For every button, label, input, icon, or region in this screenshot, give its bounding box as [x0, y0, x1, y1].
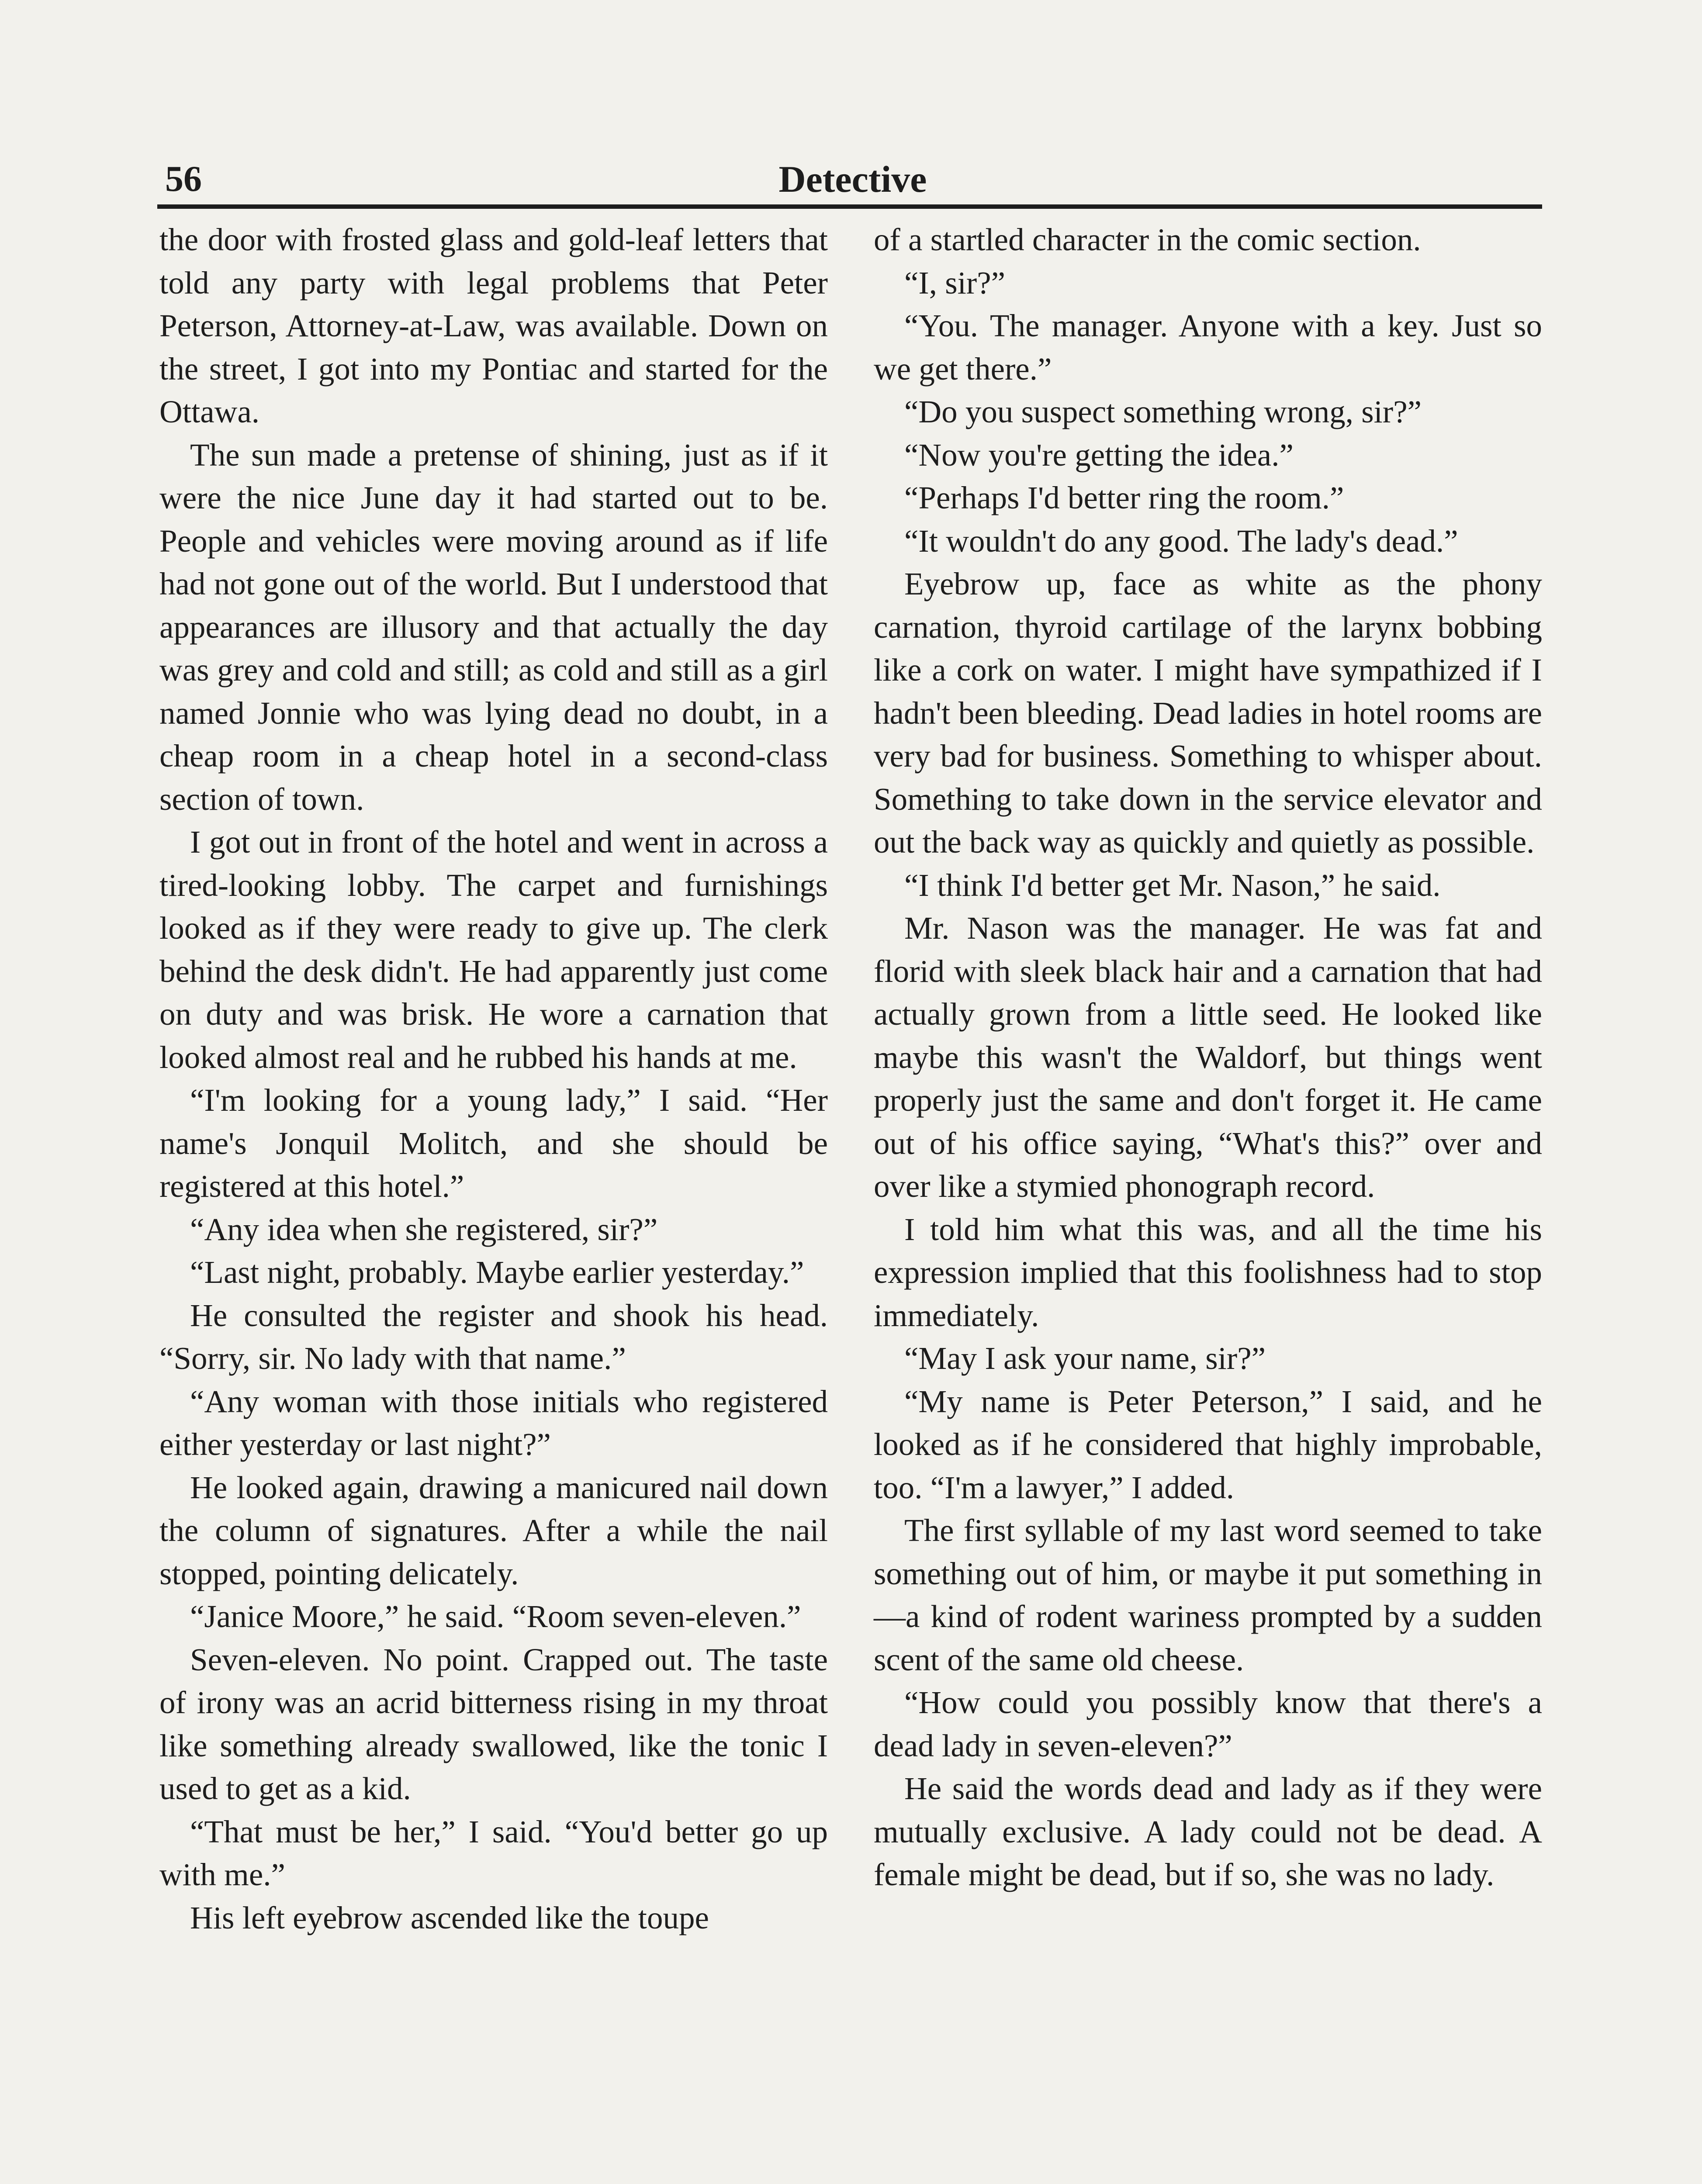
paragraph: Mr. Nason was the manager. He was fat and florid with sleek black hair and a carnation that had actually grown from a little seed. He looked like maybe this wasn't the Waldorf, but things went properly just the same and don't forget it. He came out of his office saying, “What's this?” over and over like a stymied phonograph record.: [874, 910, 1542, 1204]
paragraph: of a startled character in the comic section.: [874, 222, 1421, 257]
paragraph: “I, sir?”: [904, 265, 1006, 301]
paragraph: I told him what this was, and all the time his expression implied that this foolishness had to stop immediately.: [874, 1211, 1542, 1333]
paragraph: “Now you're getting the idea.”: [904, 437, 1294, 473]
left-column: [159, 218, 828, 1939]
paragraph: “It wouldn't do any good. The lady's dead.”: [904, 523, 1458, 559]
paragraph: “I think I'd better get Mr. Nason,” he said.: [904, 867, 1441, 903]
paragraph: “You. The manager. Anyone with a key. Just so we get there.”: [874, 308, 1542, 387]
page-header: [165, 155, 1540, 203]
paragraph: Eyebrow up, face as white as the phony carnation, thyroid cartilage of the larynx bobbing like a cork on water. I might have sympathized if I hadn't been bleeding. Dead ladies in hotel rooms are very bad for business. Something to whisper about. Something to take down in the service elevator and out the back way as quickly and quietly as possible.: [874, 566, 1542, 860]
paragraph: The first syllable of my last word seemed to take something out of him, or maybe it put something in—a kind of rodent wariness prompted by a sudden scent of the same old cheese.: [874, 1513, 1542, 1677]
paragraph: “How could you possibly know that there's a dead lady in seven-eleven?”: [874, 1685, 1542, 1763]
paragraph: The sun made a pretense of shining, just as if it were the nice June day it had started out to be. People and vehicles were moving around as if life had not gone out of the world. But I understood that appearances are illusory and that actually the day was grey and cold and still; as cold and still as a girl named Jonnie who was lying dead no doubt, in a cheap room in a cheap hotel in a second-class section of town.: [159, 437, 828, 817]
paragraph: “I'm looking for a young lady,” I said. “Her name's Jonquil Molitch, and she should be registered at this hotel.”: [159, 1082, 828, 1204]
paragraph: the door with frosted glass and gold-leaf letters that told any party with legal problems that Peter Peterson, Attorney-at-Law, was available. Down on the street, I got into my Pontiac and started for the Ottawa.: [159, 222, 828, 429]
running-title: Detective: [778, 158, 927, 200]
paragraph: He said the words dead and lady as if they were mutually exclusive. A lady could not be dead. A female might be dead, but if so, she was no lady.: [874, 1771, 1542, 1892]
paragraph: He looked again, drawing a manicured nail down the column of signatures. After a while the nail stopped, pointing delicately.: [159, 1469, 828, 1591]
paragraph: “May I ask your name, sir?”: [904, 1341, 1266, 1376]
paragraph: “Do you suspect something wrong, sir?”: [904, 394, 1422, 429]
paragraph: “Any woman with those initials who registered either yesterday or last night?”: [159, 1383, 828, 1462]
right-column: [874, 218, 1542, 1897]
paragraph: He consulted the register and shook his head. “Sorry, sir. No lady with that name.”: [159, 1297, 828, 1376]
page-number: 56: [165, 159, 202, 199]
paragraph: I got out in front of the hotel and went in across a tired-looking lobby. The carpet and furnishings looked as if they were ready to give up. The clerk behind the desk didn't. He had apparently just come on duty and was brisk. He wore a carnation that looked almost real and he rubbed his hands at me.: [159, 824, 828, 1075]
paragraph: “That must be her,” I said. “You'd better go up with me.”: [159, 1814, 828, 1892]
paragraph: “My name is Peter Peterson,” I said, and he looked as if he considered that highly improbable, too. “I'm a lawyer,” I added.: [874, 1383, 1542, 1505]
paragraph: Seven-eleven. No point. Crapped out. The taste of irony was an acrid bitterness rising in my throat like something already swallowed, like the tonic I used to get as a kid.: [159, 1641, 828, 1806]
paragraph: His left eyebrow ascended like the toupe: [190, 1900, 709, 1935]
paragraph: “Any idea when she registered, sir?”: [190, 1211, 658, 1247]
header-rule: [157, 204, 1542, 209]
paragraph: “Perhaps I'd better ring the room.”: [904, 480, 1344, 515]
paragraph: “Last night, probably. Maybe earlier yesterday.”: [190, 1254, 804, 1290]
paragraph: “Janice Moore,” he said. “Room seven-eleven.”: [190, 1599, 801, 1634]
